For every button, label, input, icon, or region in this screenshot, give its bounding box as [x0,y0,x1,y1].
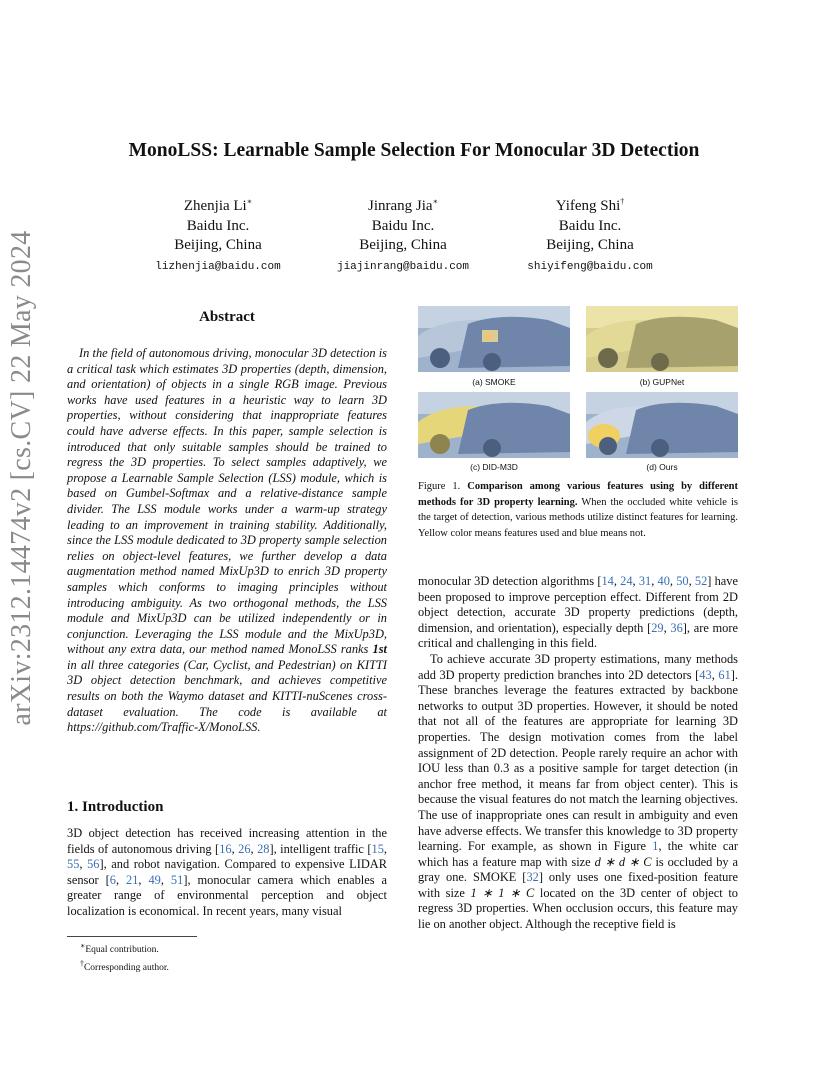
author-email[interactable]: jiajinrang@baidu.com [336,260,470,273]
section-heading-introduction: 1. Introduction [67,799,164,815]
citation-link[interactable]: 43 [699,667,712,682]
citation-link[interactable]: 21 [126,872,139,887]
citation-link[interactable]: 56 [87,857,100,872]
citation-link[interactable]: 50 [676,574,689,588]
author-2 [303,192,503,277]
citation-link[interactable]: 31 [638,574,652,588]
author-1 [118,192,318,277]
citation-link[interactable]: 29 [651,620,664,635]
citation-link[interactable]: 55 [67,857,80,872]
author-affiliation: Baidu Inc. [558,217,622,234]
footnote-rule [67,936,197,937]
right-column-text: monocular 3D detection algorithms [14, 24, 31, 40, 50, 52] have been proposed to improve perception effect. Different from 2D object detection, accurate 3D property predictions (depth, dimension, and orientation), especially depth [29, 36], are more critical and challenging in this field. To achieve accurate 3D property estimations, many methods add 3D property prediction branches into 2D detectors [43, 61]. These branches leverage the features extracted by backbone networks to output 3D properties. However, it should be noted that not all of the features are appropriate for learning 3D properties. The design motivation comes from the label assignment of 2D detection. People rarely require an achor with IOU less than 0.3 as a positive sample for target detection (in anchor free method, it means far from object center). This is because the visual features do not match the learning objectives. The use of inappropriate ones can result in ambiguity and even have adverse effects. We transfer this knowledge to 3D property learning. For example, as shown in Figure 1, the white car which has a feature map with size d ∗ d ∗ C is occluded by a gray one. SMOKE [32] only uses one fixed-position feature with size 1 ∗ 1 ∗ C located on the 3D center of object to regress 3D properties. When occlusion occurs, this feature may lie on another object. Although the receptive field is [418,574,739,932]
footnotes: ∗Equal contribution. †Corresponding author. [80,941,169,974]
author-location: Beijing, China [359,237,447,253]
citation-link[interactable]: 14 [601,574,614,588]
citation-link[interactable]: 51 [170,872,184,887]
citation-link[interactable]: 24 [620,574,633,588]
subfigure-caption: (a) SMOKE [472,377,516,387]
author-location: Beijing, China [174,237,262,253]
author-email[interactable]: shiyifeng@baidu.com [527,260,653,273]
citation-link[interactable]: 52 [694,574,708,588]
figure-1 [418,306,738,476]
citation-link[interactable]: 15 [371,841,384,856]
author-affiliation: Baidu Inc. [186,217,250,234]
author-mark: † [620,197,625,206]
author-name: Zhenjia Li [183,198,247,214]
author-mark: ∗ [246,197,253,206]
figure-ref-link[interactable]: 1 [652,839,659,854]
citation-link[interactable]: 61 [718,667,731,682]
author-location: Beijing, China [546,237,634,253]
abstract-body: In the field of autonomous driving, monocular 3D detection is a critical task which estimates 3D properties (depth, dimension, and orientation) of objects in a single RGB image. Previous works have used features in a heuristic way to learn 3D properties, without considering that inappropriate features could have adverse effects. In this paper, sample selection is introduced that only suitable samples should be trained to regress the 3D properties. To select samples adaptively, we propose a Learnable Sample Selection (LSS) module, which is based on Gumbel-Softmax and a relative-distance sample divider. The LSS module works under a warm-up strategy leading to an improvement in training stability. Additionally, since the LSS module dedicated to 3D property sample selection relies on object-level features, we further develop a data augmentation method named MixUp3D to enrich 3D property samples which conforms to imaging principles without introducing ambiguity. As two orthogonal methods, the LSS module and MixUp3D can be utilized independently or in conjunction. Leveraging the LSS module and the MixUp3D, without any extra data, our method named MonoLSS ranks 1st in all three categories (Car, Cyclist, and Pedestrian) on KITTI 3D object detection benchmark, and achieves competitive results on both the Waymo dataset and KITTI-nuScenes cross-dataset evaluation. The code is available at https://github.com/Traffic-X/MonoLSS. [67,346,387,735]
citation-link[interactable]: 40 [657,574,670,588]
author-affiliation: Baidu Inc. [371,217,435,234]
subfigure-caption: (d) Ours [646,462,678,472]
author-email[interactable]: lizhenjia@baidu.com [155,260,281,273]
subfigure-caption: (b) GUPNet [639,377,685,387]
citation-link[interactable]: 6 [109,872,116,887]
citation-link[interactable]: 49 [148,872,161,887]
citation-link[interactable]: 28 [257,841,270,856]
author-name: Yifeng Shi [555,198,621,214]
citation-link[interactable]: 26 [238,841,251,856]
citation-link[interactable]: 16 [219,841,232,856]
citation-link[interactable]: 36 [670,620,683,635]
figure-image-did-m3d [418,392,570,458]
abstract-heading: Abstract [199,309,255,325]
figure-image-ours [586,392,738,458]
figure-caption: Figure 1. Comparison among various features using by different methods for 3D property learning. When the occluded white vehicle is the target of detection, various methods utilize distinct features for learning. Yellow color means features used and blue means not. [418,481,739,539]
author-mark: ∗ [432,197,438,206]
figure-image-smoke [418,306,570,372]
subfigure-caption: (c) DID-M3D [470,462,518,472]
arxiv-stamp-text: arXiv:2312.14474v2 [cs.CV] 22 May 2024 [6,230,37,726]
citation-link[interactable]: 32 [526,870,539,885]
paper-title: MonoLSS: Learnable Sample Selection For Monocular 3D Detection [128,140,700,161]
intro-paragraph: 3D object detection has received increasing attention in the fields of autonomous driving [16, 26, 28], intelligent traffic [15, 55, 56], and robot navigation. Compared to expensive LIDAR sensor [6, 21, 49, 51], monocular camera which enables a greater range of environmental perception and object localization is economical. In recent years, many visual [67,826,387,918]
figure-image-gupnet [586,306,738,372]
author-name: Jinrang Jia [367,198,433,214]
arxiv-stamp [6,230,37,726]
author-3 [490,192,690,277]
